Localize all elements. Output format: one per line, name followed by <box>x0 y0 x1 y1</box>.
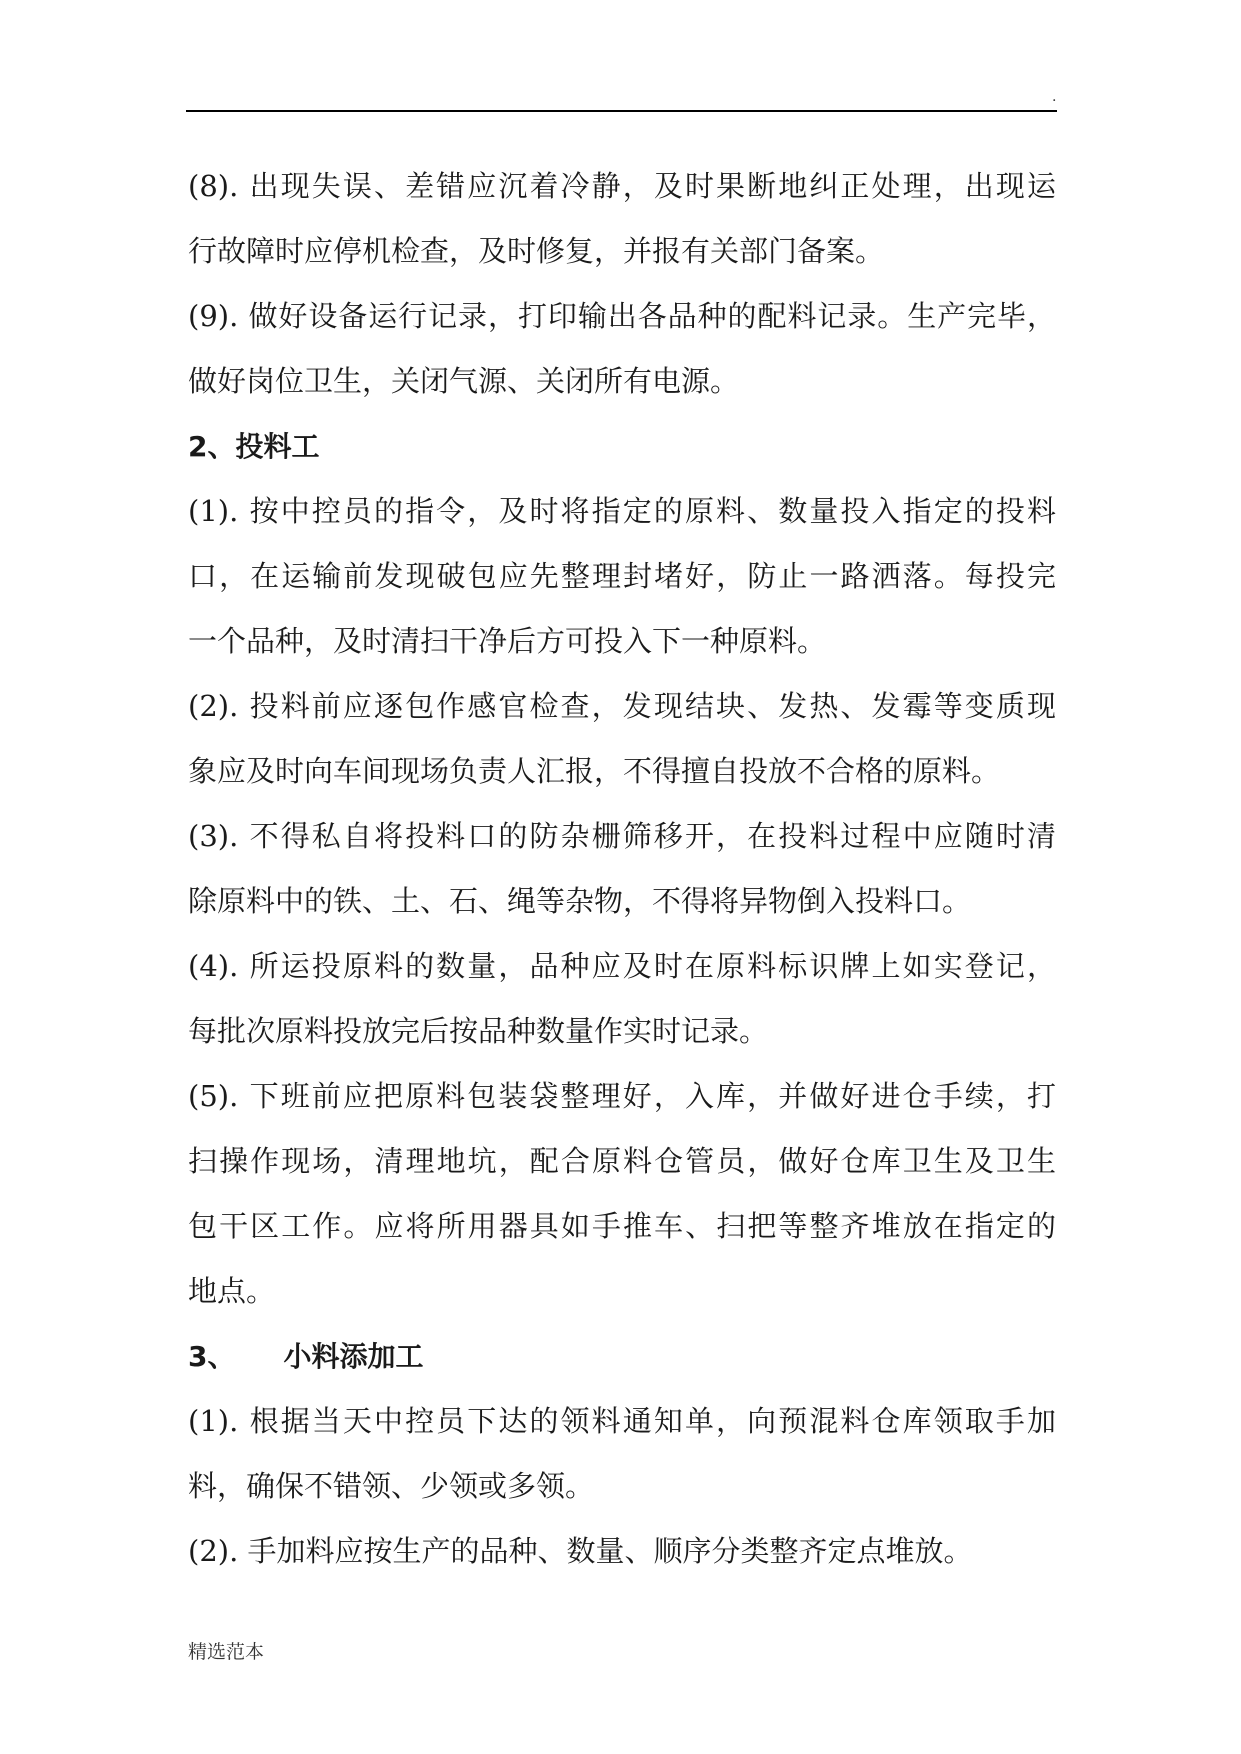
paragraph-line: 料，确保不错领、少领或多领。 <box>188 1469 595 1503</box>
paragraph-line: 扫操作现场，清理地坑，配合原料仓管员，做好仓库卫生及卫生 <box>188 1144 1056 1178</box>
section-heading: 2、投料工 <box>188 430 320 463</box>
paragraph-line: 除原料中的铁、土、石、绳等杂物，不得将异物倒入投料口。 <box>188 884 972 918</box>
paragraph-line: (3). 不得私自将投料口的防杂栅筛移开，在投料过程中应随时清 <box>188 819 1056 853</box>
section-title: 小料添加工 <box>283 1340 424 1373</box>
section-number: 3、 <box>188 1340 236 1373</box>
paragraph-line: 每批次原料投放完后按品种数量作实时记录。 <box>188 1014 769 1048</box>
page-footer: 精选范本 <box>188 1641 265 1663</box>
paragraph-line: 包干区工作。应将所用器具如手推车、扫把等整齐堆放在指定的 <box>188 1209 1056 1243</box>
paragraph-line: 地点。 <box>188 1274 276 1308</box>
document-body <box>188 154 1056 1584</box>
header-rule <box>186 110 1057 112</box>
paragraph-line: (5). 下班前应把原料包装袋整理好，入库，并做好进仓手续，打 <box>188 1079 1056 1113</box>
section-heading <box>188 1324 1056 1389</box>
paragraph-line: (1). 根据当天中控员下达的领料通知单，向预混料仓库领取手加 <box>188 1404 1056 1438</box>
header-mark: . <box>1052 89 1057 105</box>
paragraph-line: 行故障时应停机检查，及时修复，并报有关部门备案。 <box>188 234 885 268</box>
paragraph-line: (1). 按中控员的指令，及时将指定的原料、数量投入指定的投料 <box>188 494 1056 528</box>
paragraph-line: 象应及时向车间现场负责人汇报，不得擅自投放不合格的原料。 <box>188 754 1001 788</box>
paragraph-line: (2). 手加料应按生产的品种、数量、顺序分类整齐定点堆放。 <box>188 1534 973 1568</box>
paragraph-line: (4). 所运投原料的数量，品种应及时在原料标识牌上如实登记， <box>188 949 1056 983</box>
paragraph-line: 做好岗位卫生，关闭气源、关闭所有电源。 <box>188 364 740 398</box>
paragraph-line: (9). 做好设备运行记录，打印输出各品种的配料记录。生产完毕， <box>188 299 1056 333</box>
paragraph-line: (2). 投料前应逐包作感官检查，发现结块、发热、发霉等变质现 <box>188 689 1056 723</box>
paragraph-line: (8). 出现失误、差错应沉着冷静，及时果断地纠正处理，出现运 <box>188 169 1056 203</box>
paragraph-line: 一个品种，及时清扫干净后方可投入下一种原料。 <box>188 624 827 658</box>
paragraph-line: 口，在运输前发现破包应先整理封堵好，防止一路洒落。每投完 <box>188 559 1056 593</box>
